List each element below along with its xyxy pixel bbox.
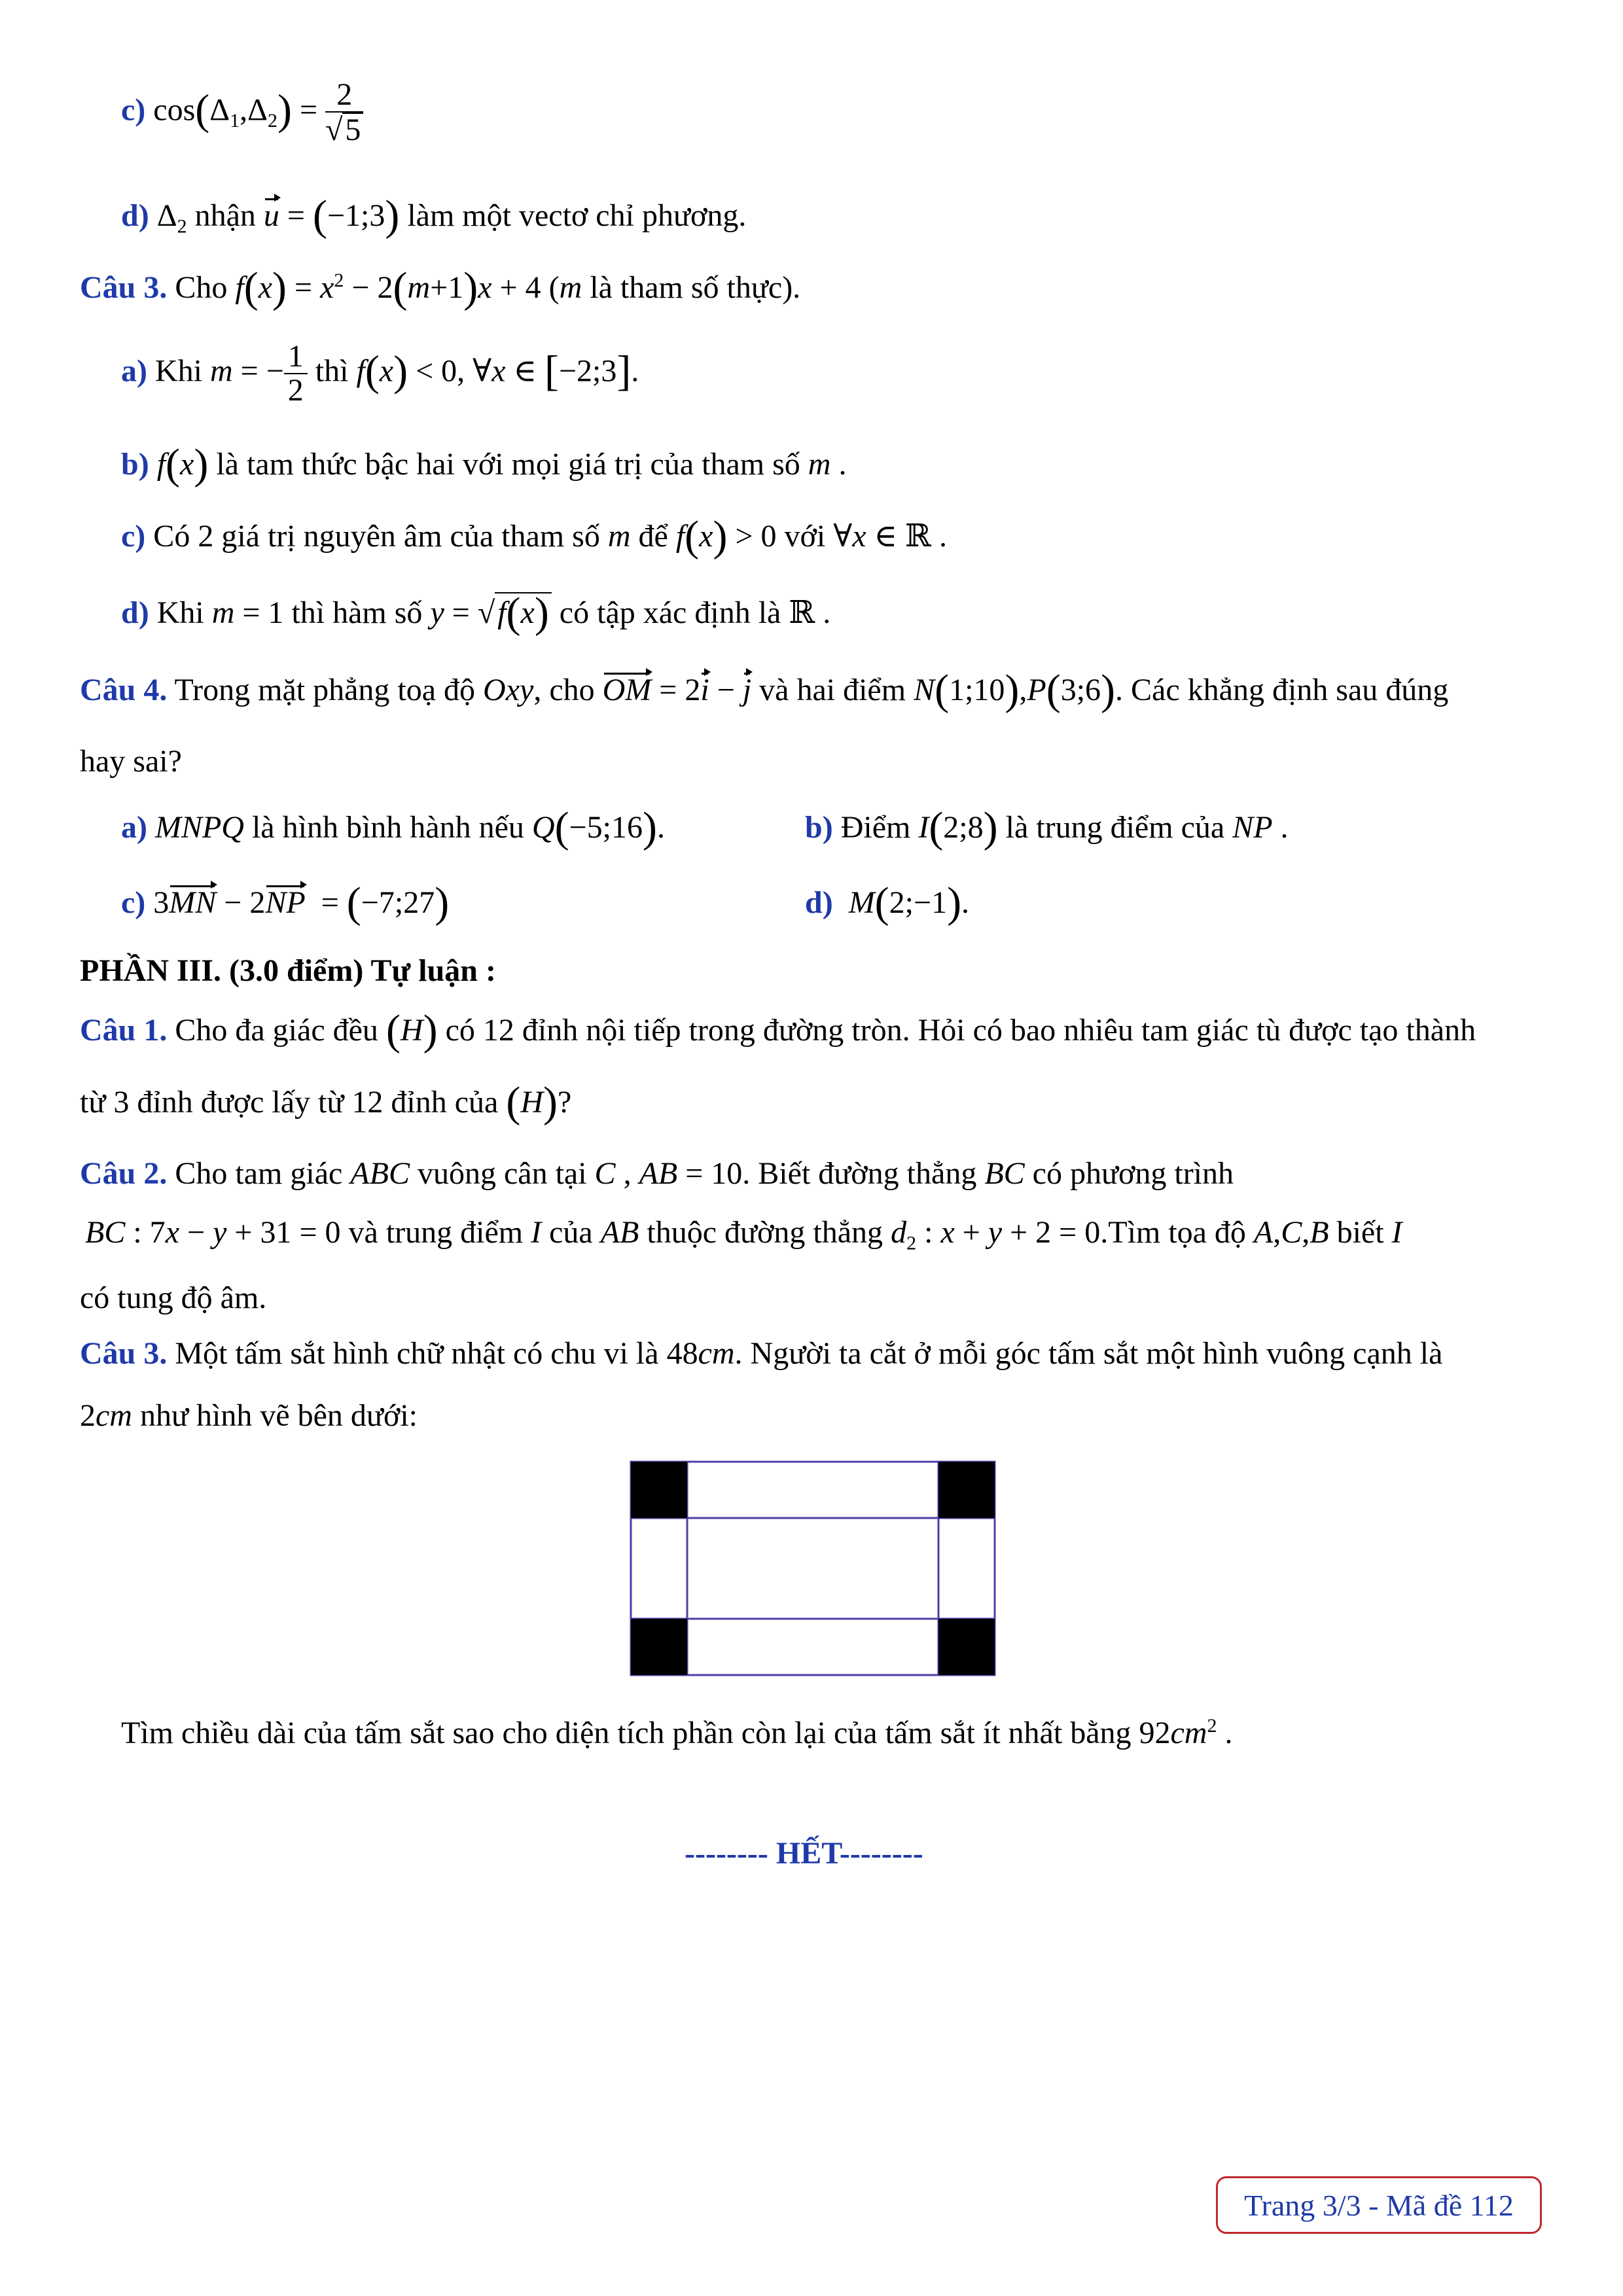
q2-option-c: c) $\cos(\Delta_1,\Delta_2)$ = $\frac{2}{√5}$ bbox=[121, 79, 363, 147]
part3-q1: Câu 1. Cho đa giác đều (H) có 12 đỉnh nội tiếp trong đường tròn. Hỏi có bao nhiêu tam giác tù được tạo thành bbox=[80, 1006, 1476, 1054]
q3-option-a: a) Khi m = − $\frac{1}{2}$ thì f(x) < 0, ∀x ∈ [−2;3]. bbox=[121, 339, 639, 408]
q4-option-a: a) MNPQ là hình bình hành nếu Q(−5;16). bbox=[121, 804, 665, 851]
part3-q2: Câu 2. Cho tam giác ABC vuông cân tại C , AB = 10. Biết đường thẳng BC có phương trình bbox=[80, 1156, 1234, 1191]
part3-q2-eq: BC : 7x − y + 31 = 0 và trung điểm I của AB thuộc đường thẳng $d_2$ : x + y + 2 = 0.Tìm tọa độ A,C,B biết I bbox=[85, 1215, 1402, 1254]
part3-q1-cont: từ 3 đỉnh được lấy từ 12 đỉnh của (H)? bbox=[80, 1078, 572, 1126]
corner-square-tr bbox=[938, 1462, 995, 1518]
q3-option-c: c) Có 2 giá trị nguyên âm của tham số m để f(x) > 0 với ∀x ∈ ℝ . bbox=[121, 512, 947, 560]
q3-option-d: d) Khi m = 1 thì hàm số y = √f(x) có tập xác định là ℝ . bbox=[121, 589, 831, 637]
q4-stem: Câu 4. Trong mặt phẳng toạ độ Oxy, cho OM = 2i − j và hai điểm N(1;10),P(3;6). Các khẳng định sau đúng bbox=[80, 666, 1449, 714]
q4-option-b: b) Điểm I(2;8) là trung điểm của NP . bbox=[805, 804, 1289, 851]
corner-square-br bbox=[938, 1619, 995, 1675]
page-footer: Trang 3/3 - Mã đề 112 bbox=[1216, 2176, 1542, 2234]
q4-option-d: d) M(2;−1). bbox=[805, 879, 970, 927]
q4-option-c: c) 3MN − 2NP = (−7;27) bbox=[121, 879, 450, 927]
q3-stem: Câu 3. Cho $f(x) = x^2 - 2(m+1)x + 4$ (m là tham số thực). bbox=[80, 264, 801, 311]
iron-sheet-figure bbox=[628, 1459, 997, 1678]
part3-heading: PHẦN III. (3.0 điểm) Tự luận : bbox=[80, 953, 496, 988]
part3-q2-cont: có tung độ âm. bbox=[80, 1280, 267, 1315]
part3-q3-cont: 2cm như hình vẽ bên dưới: bbox=[80, 1398, 418, 1433]
q3-option-b: b) f(x) là tam thức bậc hai với mọi giá trị của tham số m . bbox=[121, 440, 847, 488]
q2-option-d: d) $\Delta_2$ nhận u = (−1;3) làm một vectơ chỉ phương. bbox=[121, 192, 747, 239]
part3-q3: Câu 3. Một tấm sắt hình chữ nhật có chu vi là 48cm. Người ta cắt ở mỗi góc tấm sắt một hình vuông cạnh là bbox=[80, 1336, 1443, 1371]
corner-square-tl bbox=[631, 1462, 687, 1518]
part3-q3-question: Tìm chiều dài của tấm sắt sao cho diện tích phần còn lại của tấm sắt ít nhất bằng $92cm^2$ . bbox=[121, 1715, 1233, 1750]
corner-square-bl bbox=[631, 1619, 687, 1675]
end-mark: -------- HẾT-------- bbox=[685, 1836, 923, 1871]
q4-stem-cont: hay sai? bbox=[80, 744, 182, 779]
